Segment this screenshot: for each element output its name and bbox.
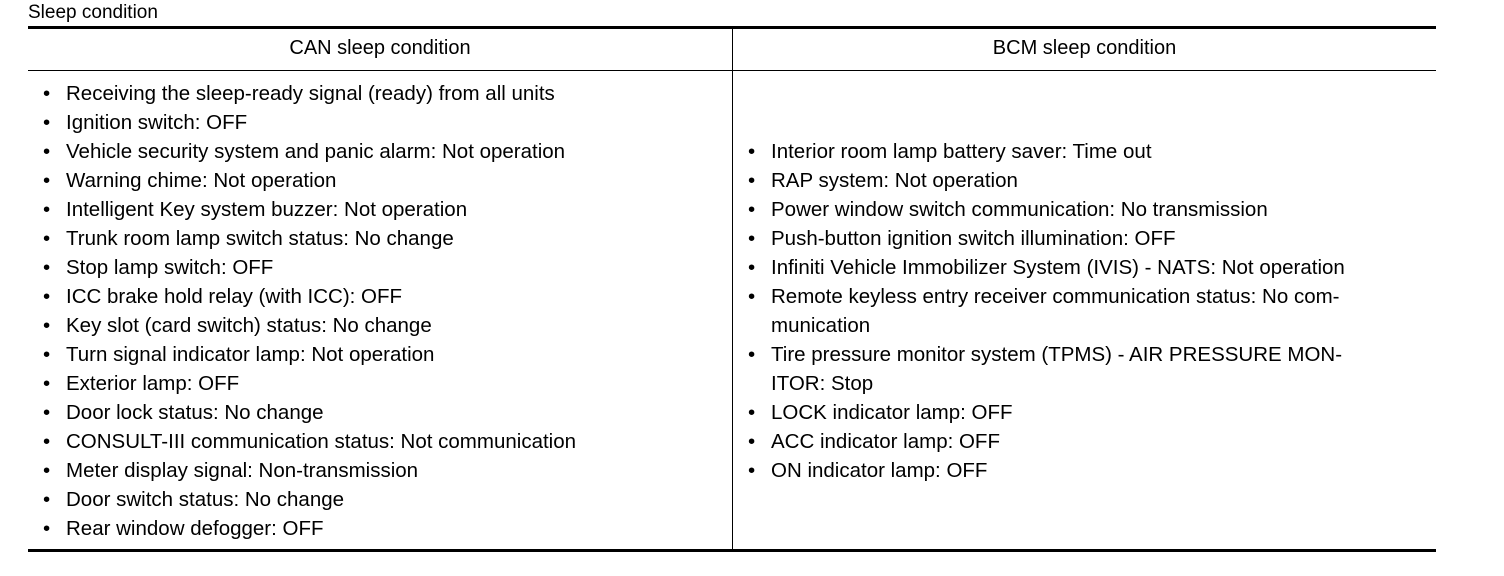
can-item [40,224,720,253]
bullet-icon: • [43,517,51,540]
bullet-icon: • [43,169,51,192]
bullet-icon: • [43,256,51,279]
can-item [40,340,720,369]
can-item-text: CONSULT-III communication status: Not communication [66,430,577,453]
bullet-icon: • [43,459,51,482]
bcm-item [745,427,1435,456]
can-item [40,166,720,195]
bcm-sleep-condition-list [745,137,1435,485]
can-item [40,369,720,398]
can-item-text: Key slot (card switch) status: No change [66,314,432,337]
bullet-icon: • [748,430,756,453]
bullet-icon: • [748,401,756,424]
bcm-item-text: RAP system: Not operation [771,169,1018,192]
bcm-item-text: LOCK indicator lamp: OFF [771,401,1013,424]
bcm-item-text: Remote keyless entry receiver communication status: No com- munication [771,285,1340,337]
bcm-item [745,166,1435,195]
bullet-icon: • [43,140,51,163]
can-item [40,514,720,543]
can-item-text: Meter display signal: Non-transmission [66,459,419,482]
can-item-text: Stop lamp switch: OFF [66,256,274,279]
bullet-icon: • [748,169,756,192]
column-divider [732,29,733,549]
bullet-icon: • [43,82,51,105]
bullet-icon: • [748,256,756,279]
can-item [40,427,720,456]
can-item [40,108,720,137]
bullet-icon: • [43,488,51,511]
bullet-icon: • [43,227,51,250]
bcm-item-text: Infiniti Vehicle Immobilizer System (IVIS) - NATS: Not operation [771,256,1345,279]
bullet-icon: • [43,430,51,453]
bullet-icon: • [748,343,756,366]
bullet-icon: • [43,111,51,134]
bcm-item-text: Tire pressure monitor system (TPMS) - AIR PRESSURE MON- ITOR: Stop [771,343,1343,395]
can-item-text: Rear window defogger: OFF [66,517,324,540]
can-item-text: Ignition switch: OFF [66,111,248,134]
bullet-icon: • [43,285,51,308]
bcm-item [745,253,1435,282]
can-item-text: Turn signal indicator lamp: Not operation [66,343,435,366]
bcm-item-text: Interior room lamp battery saver: Time out [771,140,1152,163]
can-item [40,195,720,224]
can-sleep-condition-list [40,79,720,543]
can-item [40,79,720,108]
bullet-icon: • [43,198,51,221]
can-item [40,282,720,311]
can-item [40,485,720,514]
bcm-item [745,398,1435,427]
can-item-text: Intelligent Key system buzzer: Not operation [66,198,468,221]
bullet-icon: • [43,314,51,337]
can-item-text: Warning chime: Not operation [66,169,337,192]
bcm-item [745,282,1435,340]
can-item-text: Door switch status: No change [66,488,345,511]
can-item [40,311,720,340]
sleep-condition-table [28,26,1436,552]
can-item-text: Door lock status: No change [66,401,324,424]
bullet-icon: • [748,140,756,163]
bcm-item [745,224,1435,253]
header-can-sleep-condition: CAN sleep condition [289,37,471,59]
bcm-item [745,195,1435,224]
table-caption: Sleep condition [28,2,158,23]
bcm-item-text: Power window switch communication: No transmission [771,198,1268,221]
bcm-item-text: Push-button ignition switch illumination: OFF [771,227,1176,250]
bcm-item [745,456,1435,485]
bullet-icon: • [43,401,51,424]
can-item [40,456,720,485]
can-item-text: Vehicle security system and panic alarm: Not operation [66,140,566,163]
can-item-text: Receiving the sleep-ready signal (ready) from all units [66,82,555,105]
bullet-icon: • [43,343,51,366]
can-item-text: ICC brake hold relay (with ICC): OFF [66,285,403,308]
bullet-icon: • [748,198,756,221]
can-item [40,253,720,282]
can-item-text: Trunk room lamp switch status: No change [66,227,454,250]
header-bcm-sleep-condition: BCM sleep condition [992,37,1177,59]
bcm-item-text: ON indicator lamp: OFF [771,459,988,482]
can-item-text: Exterior lamp: OFF [66,372,240,395]
bullet-icon: • [43,372,51,395]
bullet-icon: • [748,285,756,308]
bullet-icon: • [748,459,756,482]
can-item [40,398,720,427]
bullet-icon: • [748,227,756,250]
bcm-item [745,340,1435,398]
can-item [40,137,720,166]
bcm-item [745,137,1435,166]
bcm-item-text: ACC indicator lamp: OFF [771,430,1000,453]
